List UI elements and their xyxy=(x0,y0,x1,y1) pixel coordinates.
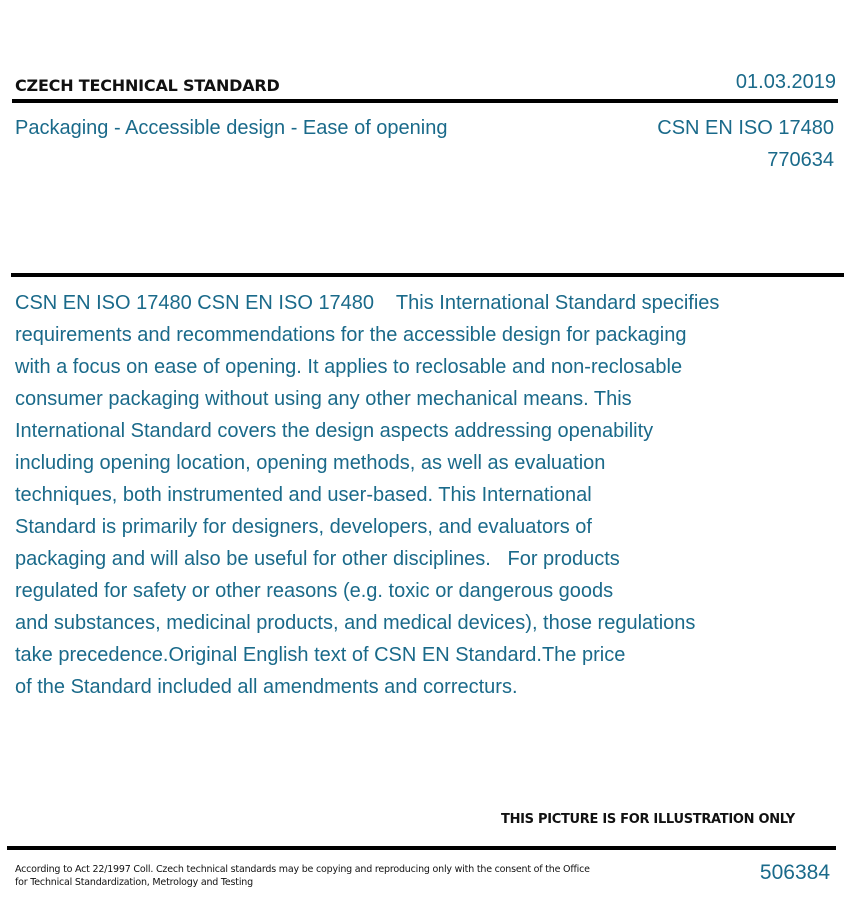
classification-code: 770634 xyxy=(767,149,834,171)
abstract-line: and substances, medicinal products, and medical devices), those regulations xyxy=(15,612,696,634)
abstract-line: Standard is primarily for designers, developers, and evaluators of xyxy=(15,516,592,538)
abstract-line: packaging and will also be useful for other disciplines. For products xyxy=(15,548,620,570)
standard-type-heading: CZECH TECHNICAL STANDARD xyxy=(15,76,280,95)
abstract-line: consumer packaging without using any other mechanical means. This xyxy=(15,388,632,410)
abstract-text xyxy=(15,287,785,703)
abstract-line: with a focus on ease of opening. It applies to reclosable and non-reclosable xyxy=(15,356,683,378)
legal-notice xyxy=(15,863,595,889)
abstract-line: requirements and recommendations for the accessible design for packaging xyxy=(15,324,687,346)
document-id: 506384 xyxy=(759,861,830,884)
abstract-divider xyxy=(11,273,844,277)
abstract-line: International Standard covers the design aspects addressing openability xyxy=(15,420,654,442)
footer-divider xyxy=(7,846,836,850)
abstract-line: regulated for safety or other reasons (e.g. toxic or dangerous goods xyxy=(15,580,614,602)
abstract-line: including opening location, opening methods, as well as evaluation xyxy=(15,452,606,474)
abstract-line: take precedence.Original English text of CSN EN Standard.The price xyxy=(15,644,626,666)
abstract-line: CSN EN ISO 17480 CSN EN ISO 17480 This International Standard specifies xyxy=(15,292,720,314)
legal-notice-line: for Technical Standardization, Metrology and Testing xyxy=(15,877,253,888)
legal-notice-line: According to Act 22/1997 Coll. Czech technical standards may be copying and reproducing only with the consent of the Office xyxy=(15,864,590,875)
abstract-line: techniques, both instrumented and user-based. This International xyxy=(15,484,592,506)
standard-number: CSN EN ISO 17480 xyxy=(657,117,834,139)
publication-date: 01.03.2019 xyxy=(735,71,836,93)
header-divider xyxy=(12,99,838,103)
illustration-disclaimer: THIS PICTURE IS FOR ILLUSTRATION ONLY xyxy=(501,812,795,827)
document-title: Packaging - Accessible design - Ease of opening xyxy=(15,117,448,139)
abstract-line: of the Standard included all amendments and correcturs. xyxy=(15,676,518,698)
